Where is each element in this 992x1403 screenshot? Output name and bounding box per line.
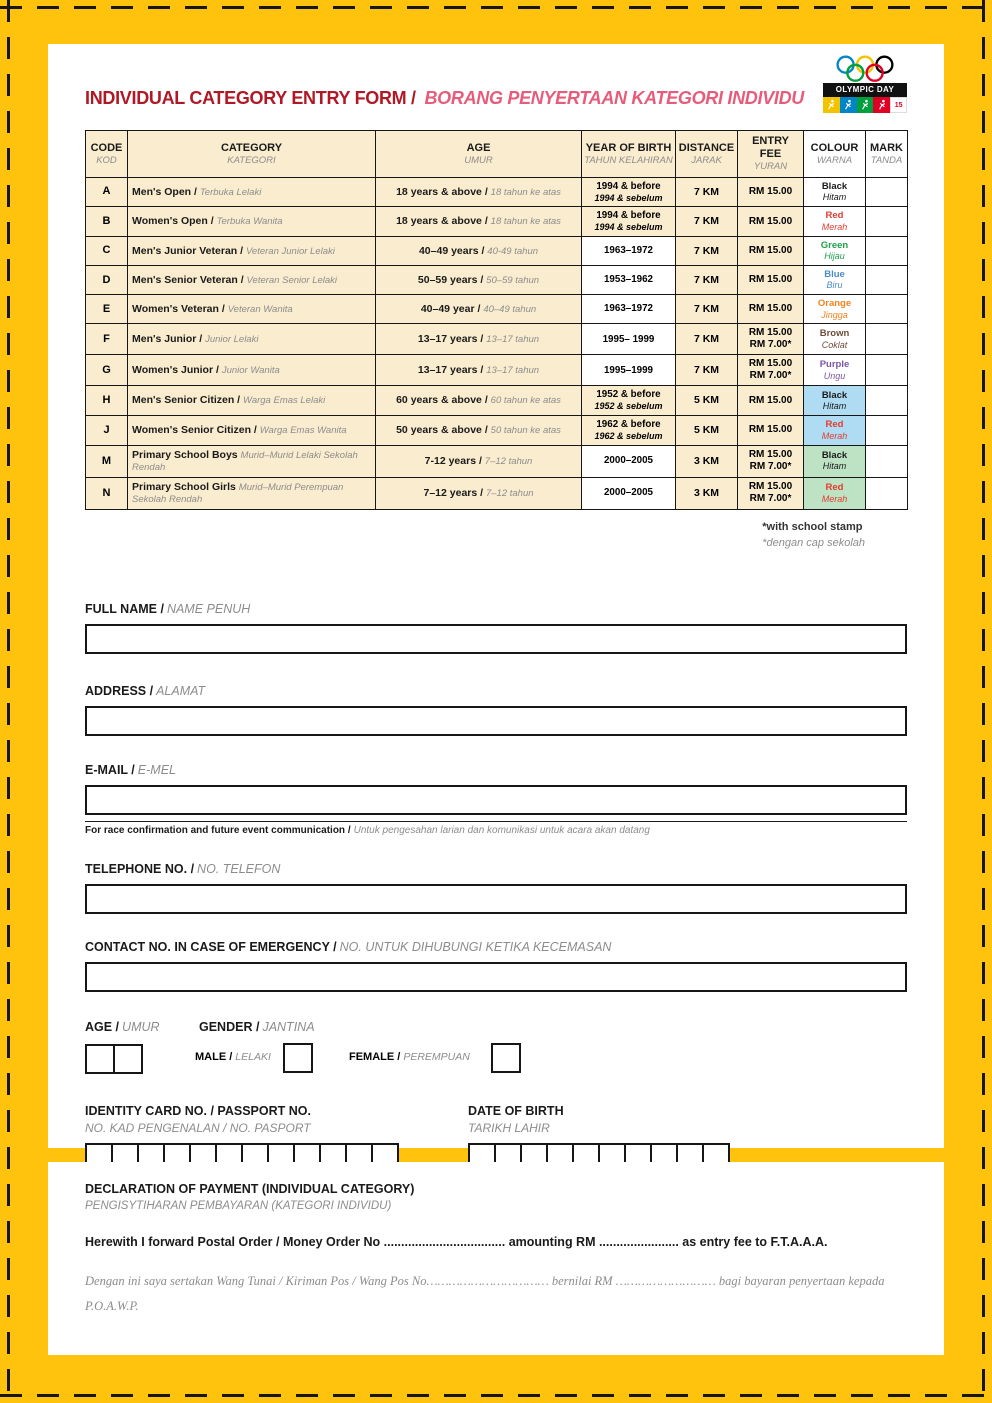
colour-cell: Black Hitam (804, 386, 866, 416)
category-cell: Men's Senior Veteran / Veteran Senior Lelaki (128, 266, 376, 295)
crop-mark-bottom (0, 1394, 992, 1397)
category-cell: Men's Senior Citizen / Warga Emas Lelaki (128, 386, 376, 416)
distance-cell: 7 KM (676, 177, 738, 207)
emergency-contact-label: CONTACT NO. IN CASE OF EMERGENCY / NO. UNTUK DIHUBUNGI KETIKA KECEMASAN (85, 939, 612, 954)
year-of-birth-cell: 1963–1972 (582, 295, 676, 324)
category-cell: Men's Junior Veteran / Veteran Junior Lelaki (128, 236, 376, 265)
category-cell: Men's Open / Terbuka Lelaki (128, 177, 376, 207)
table-row (86, 477, 908, 509)
table-row (86, 445, 908, 477)
page-title-my: BORANG PENYERTAAN KATEGORI INDIVIDU (424, 88, 804, 108)
dob-label: DATE OF BIRTH (468, 1103, 564, 1118)
category-table (85, 130, 908, 510)
mark-cell[interactable] (866, 177, 908, 207)
entry-fee-cell: RM 15.00 (738, 386, 804, 416)
age-boxes (85, 1044, 141, 1074)
entry-fee-cell: RM 15.00 (738, 415, 804, 445)
age-cell: 18 years & above / 18 tahun ke atas (376, 207, 582, 237)
colour-cell: Red Merah (804, 415, 866, 445)
male-label: MALE / LELAKI (195, 1050, 271, 1063)
category-cell: Women's Senior Citizen / Warga Emas Wanita (128, 415, 376, 445)
mark-cell[interactable] (866, 295, 908, 324)
code-cell: C (86, 236, 128, 265)
age-cell: 18 years & above / 18 tahun ke atas (376, 177, 582, 207)
category-cell: Women's Open / Terbuka Wanita (128, 207, 376, 237)
crop-mark-left (7, 0, 10, 1403)
mark-cell[interactable] (866, 355, 908, 386)
male-checkbox[interactable] (283, 1043, 313, 1073)
category-cell: Primary School Girls Murid–Murid Perempuan Sekolah Rendah (128, 477, 376, 509)
code-cell: G (86, 355, 128, 386)
colour-cell: Black Hitam (804, 177, 866, 207)
runner-icon (857, 97, 874, 113)
telephone-input[interactable] (85, 884, 907, 914)
age-digit-box[interactable] (113, 1044, 143, 1074)
category-table-body (86, 177, 908, 509)
crop-mark-top (0, 6, 992, 9)
runner-icon (823, 97, 840, 113)
entry-fee-cell: RM 15.00 RM 7.00* (738, 477, 804, 509)
mark-cell[interactable] (866, 445, 908, 477)
full-name-input[interactable] (85, 624, 907, 654)
distance-cell: 7 KM (676, 324, 738, 355)
age-digit-box[interactable] (85, 1044, 115, 1074)
olympic-day-strip (823, 97, 907, 113)
full-name-field (85, 602, 907, 654)
header-colour: COLOUR WARNA (804, 131, 866, 178)
mark-cell[interactable] (866, 207, 908, 237)
female-checkbox[interactable] (491, 1043, 521, 1073)
mark-cell[interactable] (866, 477, 908, 509)
email-label: E-MAIL / E-MEL (85, 762, 176, 777)
table-row (86, 236, 908, 265)
table-row (86, 415, 908, 445)
code-cell: D (86, 266, 128, 295)
school-stamp-note-en: *with school stamp (762, 520, 863, 533)
form-panel (48, 44, 944, 1148)
category-cell: Primary School Boys Murid–Murid Lelaki Sekolah Rendah (128, 445, 376, 477)
header-category: CATEGORY KATEGORI (128, 131, 376, 178)
entry-fee-cell: RM 15.00 (738, 266, 804, 295)
crop-mark-right (982, 0, 985, 1403)
year-of-birth-cell: 1962 & before 1962 & sebelum (582, 415, 676, 445)
year-of-birth-cell: 2000–2005 (582, 477, 676, 509)
address-input[interactable] (85, 706, 907, 736)
table-row (86, 386, 908, 416)
code-cell: F (86, 324, 128, 355)
entry-fee-cell: RM 15.00 RM 7.00* (738, 324, 804, 355)
dob-field (468, 1104, 728, 1171)
table-header-row (86, 131, 908, 178)
runner-icon (873, 97, 890, 113)
distance-cell: 5 KM (676, 386, 738, 416)
email-note: For race confirmation and future event communication / Untuk pengesahan larian dan komunikasi untuk acara akan datang (85, 821, 907, 836)
table-row (86, 266, 908, 295)
olympic-day-wordmark: OLYMPIC DAY (823, 83, 907, 97)
mark-cell[interactable] (866, 415, 908, 445)
female-checkbox-wrap (491, 1043, 519, 1073)
header-entry-fee: ENTRY FEE YURAN (738, 131, 804, 178)
telephone-label: TELEPHONE NO. / NO. TELEFON (85, 861, 281, 876)
age-cell: 40–49 years / 40-49 tahun (376, 236, 582, 265)
olympic-rings-icon (834, 55, 896, 83)
colour-cell: Red Merah (804, 207, 866, 237)
colour-cell: Brown Coklat (804, 324, 866, 355)
email-field (85, 763, 907, 836)
declaration-panel (48, 1162, 944, 1355)
year-of-birth-cell: 1963–1972 (582, 236, 676, 265)
header-mark: MARK TANDA (866, 131, 908, 178)
code-cell: B (86, 207, 128, 237)
page-title (85, 88, 804, 109)
identity-label: IDENTITY CARD NO. / PASSPORT NO. (85, 1103, 311, 1118)
code-cell: M (86, 445, 128, 477)
age-cell: 13–17 years / 13–17 tahun (376, 355, 582, 386)
school-stamp-note-my: *dengan cap sekolah (762, 536, 865, 549)
colour-cell: Red Merah (804, 477, 866, 509)
distance-cell: 5 KM (676, 415, 738, 445)
entry-fee-cell: RM 15.00 RM 7.00* (738, 445, 804, 477)
colour-cell: Purple Ungu (804, 355, 866, 386)
distance-cell: 7 KM (676, 355, 738, 386)
age-cell: 60 years & above / 60 tahun ke atas (376, 386, 582, 416)
telephone-field (85, 862, 907, 914)
category-cell: Women's Junior / Junior Wanita (128, 355, 376, 386)
olympic-day-logo (823, 55, 907, 113)
age-cell: 7–12 years / 7–12 tahun (376, 477, 582, 509)
table-row (86, 207, 908, 237)
entry-fee-cell: RM 15.00 (738, 236, 804, 265)
age-cell: 50 years & above / 50 tahun ke atas (376, 415, 582, 445)
age-cell: 40–49 year / 40–49 tahun (376, 295, 582, 324)
age-cell: 13–17 years / 13–17 tahun (376, 324, 582, 355)
page-title-en: INDIVIDUAL CATEGORY ENTRY FORM / (85, 88, 416, 108)
address-field (85, 684, 907, 736)
distance-cell: 7 KM (676, 236, 738, 265)
full-name-label: FULL NAME / NAME PENUH (85, 601, 251, 616)
distance-cell: 7 KM (676, 266, 738, 295)
form-header (85, 44, 907, 113)
address-label: ADDRESS / ALAMAT (85, 683, 206, 698)
mark-cell[interactable] (866, 324, 908, 355)
colour-cell: Orange Jingga (804, 295, 866, 324)
declaration-body-en: Herewith I forward Postal Order / Money Order No ................................... amounting RM ....................... as entry fee to F.T.A.A.A. (85, 1235, 828, 1249)
colour-cell: Black Hitam (804, 445, 866, 477)
year-of-birth-cell: 1953–1962 (582, 266, 676, 295)
table-row (86, 177, 908, 207)
header-age: AGE UMUR (376, 131, 582, 178)
table-row (86, 355, 908, 386)
identity-dob-section (85, 1104, 907, 1171)
mark-cell[interactable] (866, 266, 908, 295)
code-cell: N (86, 477, 128, 509)
declaration-subtitle: PENGISYTIHARAN PEMBAYARAN (KATEGORI INDIVIDU) (85, 1200, 392, 1212)
age-label: AGE / UMUR (85, 1019, 160, 1034)
male-checkbox-wrap (283, 1043, 311, 1073)
code-cell: A (86, 177, 128, 207)
entry-fee-cell: RM 15.00 RM 7.00* (738, 355, 804, 386)
table-row (86, 324, 908, 355)
colour-cell: Blue Biru (804, 266, 866, 295)
year-of-birth-cell: 1995– 1999 (582, 324, 676, 355)
header-code: CODE KOD (86, 131, 128, 178)
year-of-birth-cell: 1952 & before 1952 & sebelum (582, 386, 676, 416)
colour-cell: Green Hijau (804, 236, 866, 265)
distance-cell: 3 KM (676, 445, 738, 477)
year-of-birth-cell: 1994 & before 1994 & sebelum (582, 207, 676, 237)
year-of-birth-cell: 2000–2005 (582, 445, 676, 477)
category-cell: Men's Junior / Junior Lelaki (128, 324, 376, 355)
code-cell: J (86, 415, 128, 445)
distance-cell: 7 KM (676, 295, 738, 324)
logo-year: 15 (890, 97, 907, 113)
distance-cell: 7 KM (676, 207, 738, 237)
runner-icon (840, 97, 857, 113)
entry-fee-cell: RM 15.00 (738, 177, 804, 207)
age-cell: 50–59 years / 50–59 tahun (376, 266, 582, 295)
email-input[interactable] (85, 785, 907, 815)
year-of-birth-cell: 1994 & before 1994 & sebelum (582, 177, 676, 207)
code-cell: H (86, 386, 128, 416)
header-year-of-birth: YEAR OF BIRTH TAHUN KELAHIRAN (582, 131, 676, 178)
emergency-contact-field (85, 940, 907, 992)
year-of-birth-cell: 1995–1999 (582, 355, 676, 386)
mark-cell[interactable] (866, 386, 908, 416)
emergency-contact-input[interactable] (85, 962, 907, 992)
school-stamp-note (762, 520, 865, 552)
mark-cell[interactable] (866, 236, 908, 265)
identity-sublabel: NO. KAD PENGENALAN / NO. PASPORT (85, 1120, 311, 1135)
distance-cell: 3 KM (676, 477, 738, 509)
age-gender-section (85, 1020, 907, 1086)
header-distance: DISTANCE JARAK (676, 131, 738, 178)
declaration-title: DECLARATION OF PAYMENT (INDIVIDUAL CATEGORY) (85, 1182, 415, 1196)
declaration-body-my: Dengan ini saya sertakan Wang Tunai / Kiriman Pos / Wang Pos No…………………………… bernilai RM ……………………… bagi bayaran penyertaan kepada P.O.A.W.P. (85, 1274, 885, 1313)
entry-fee-cell: RM 15.00 (738, 295, 804, 324)
code-cell: E (86, 295, 128, 324)
gender-label: GENDER / JANTINA (199, 1019, 315, 1034)
age-cell: 7-12 years / 7–12 tahun (376, 445, 582, 477)
category-cell: Women's Veteran / Veteran Wanita (128, 295, 376, 324)
entry-fee-cell: RM 15.00 (738, 207, 804, 237)
dob-sublabel: TARIKH LAHIR (468, 1120, 550, 1135)
female-label: FEMALE / PEREMPUAN (349, 1050, 470, 1063)
table-row (86, 295, 908, 324)
identity-field (85, 1104, 468, 1171)
